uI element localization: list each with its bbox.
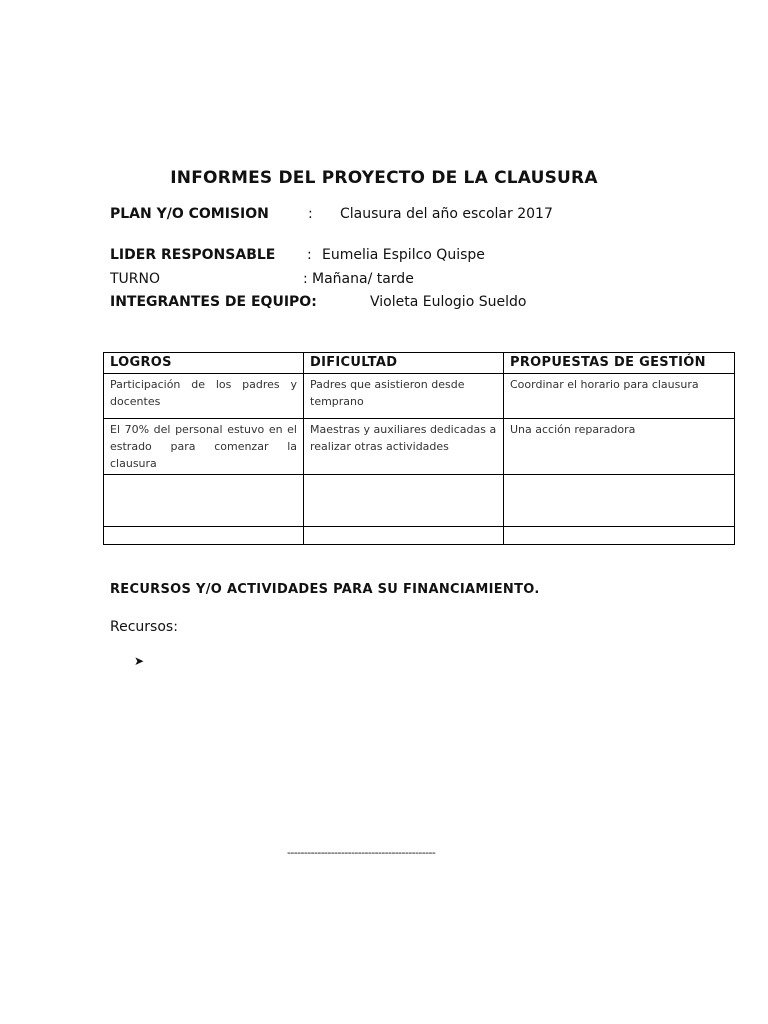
table-cell: Padres que asistieron desde temprano bbox=[304, 374, 504, 419]
table-cell bbox=[104, 527, 304, 545]
field-separator: : bbox=[307, 247, 312, 263]
signature-line: -------------------------------------------- bbox=[287, 846, 436, 859]
table-cell: Maestras y auxiliares dedicadas a realizar otras actividades bbox=[304, 419, 504, 475]
table-cell: El 70% del personal estuvo en el estrado para comenzar la clausura bbox=[104, 419, 304, 475]
table-cell bbox=[104, 475, 304, 527]
column-header-logros: LOGROS bbox=[104, 353, 304, 374]
section-title-recursos: RECURSOS Y/O ACTIVIDADES PARA SU FINANCIAMIENTO. bbox=[110, 582, 540, 597]
field-separator: : bbox=[303, 271, 308, 287]
field-lider-responsable bbox=[110, 247, 485, 263]
field-integrantes bbox=[110, 294, 527, 310]
arrowhead-bullet-icon: ➤ bbox=[134, 654, 145, 668]
document-title: INFORMES DEL PROYECTO DE LA CLAUSURA bbox=[170, 168, 598, 188]
table-row bbox=[104, 374, 735, 419]
field-plan-comision bbox=[110, 206, 553, 222]
table-header-row bbox=[104, 353, 735, 374]
table-cell: Una acción reparadora bbox=[504, 419, 735, 475]
field-separator: : bbox=[308, 206, 313, 222]
field-label: PLAN Y/O COMISION bbox=[110, 206, 269, 222]
table-cell bbox=[304, 527, 504, 545]
field-value: Clausura del año escolar 2017 bbox=[340, 206, 553, 222]
report-table bbox=[103, 352, 735, 545]
field-value: Violeta Eulogio Sueldo bbox=[370, 294, 527, 310]
field-value: Eumelia Espilco Quispe bbox=[322, 247, 485, 263]
table-cell: Participación de los padres y docentes bbox=[104, 374, 304, 419]
table-cell: Coordinar el horario para clausura bbox=[504, 374, 735, 419]
field-value: Mañana/ tarde bbox=[312, 271, 414, 287]
field-label: INTEGRANTES DE EQUIPO: bbox=[110, 294, 317, 310]
table-row bbox=[104, 475, 735, 527]
table-cell bbox=[504, 527, 735, 545]
table-cell bbox=[504, 475, 735, 527]
column-header-propuestas: PROPUESTAS DE GESTIÓN bbox=[504, 353, 735, 374]
table-row bbox=[104, 419, 735, 475]
field-label: TURNO bbox=[110, 271, 161, 287]
recursos-label: Recursos: bbox=[110, 619, 178, 635]
field-label: LIDER RESPONSABLE bbox=[110, 247, 276, 263]
field-turno bbox=[110, 271, 414, 287]
table-cell bbox=[304, 475, 504, 527]
column-header-dificultad: DIFICULTAD bbox=[304, 353, 504, 374]
table-row bbox=[104, 527, 735, 545]
